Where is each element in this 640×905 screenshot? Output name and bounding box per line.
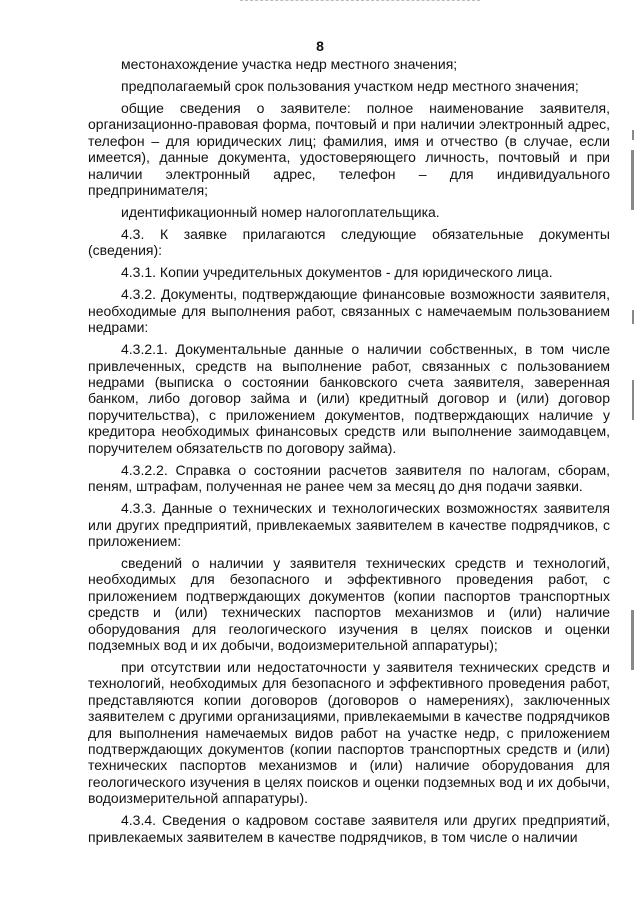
paragraph-term: предполагаемый срок пользования участком недр местного значения;	[121, 78, 579, 94]
page-number: 8	[316, 38, 324, 54]
scan-mark	[632, 380, 634, 420]
scan-top-edge	[240, 0, 480, 2]
paragraph-4-3-3: 4.3.3. Данные о технических и технологических возможностях заявителя или других предприятий, привлекаемых заявителем в качестве подрядчиков, с приложением:	[88, 500, 610, 549]
scan-mark	[632, 310, 634, 324]
paragraph-4-3-2: 4.3.2. Документы, подтверждающие финансовые возможности заявителя, необходимые для выполнения работ, связанных с намечаемым пользованием недрами:	[88, 286, 610, 336]
paragraph-applicant-info: общие сведения о заявителе: полное наименование заявителя, организационно-правовая форма, почтовый и при наличии электронный адрес, телефон – для юридических лиц; фамилия, имя и отчество (в случае, если имеется), данные документа, удостоверяющего личность, почтовый и при наличии электронный адрес, телефон – для индивидуального предпринимателя;	[88, 100, 610, 199]
paragraph-4-3-2-2: 4.3.2.2. Справка о состоянии расчетов заявителя по налогам, сборам, пеням, штрафам, полученная не ранее чем за месяц до дня подачи заявки.	[88, 461, 610, 495]
paragraph-taxpayer-id: идентификационный номер налогоплательщика.	[121, 204, 440, 221]
paragraph-4-3-2-1: 4.3.2.1. Документальные данные о наличии собственных, в том числе привлеченных, средств на выполнение работ, связанных с пользованием недрами (выписка о состоянии банковского счета заявителя, заверенная банком, либо договор займа и (или) кредитный договор и (или) договор поручительства), с приложением документов, подтверждающих наличие у кредитора необходимых финансовых средств или выполнение заимодавцем, поручителем обязательств по договору займа).	[88, 341, 610, 456]
scan-mark	[632, 130, 634, 140]
paragraph-technical-means: сведений о наличии у заявителя технических средств и технологий, необходимых для безопасного и эффективного проведения работ, с приложением подтверждающих документов (копии паспортов транспортных средств и (или) технических паспортов механизмов и (или) наличие оборудования для геологического изучения в целях поисков и оценки подземных вод и их добычи, водоизмерительной аппаратуры);	[88, 554, 610, 653]
scan-mark	[631, 610, 634, 670]
paragraph-4-3: 4.3. К заявке прилагаются следующие обязательные документы (сведения):	[88, 226, 610, 259]
paragraph-4-3-1: 4.3.1. Копии учредительных документов - для юридического лица.	[121, 264, 553, 281]
paragraph-contractors: при отсутствии или недостаточности у заявителя технических средств и технологий, необходимых для безопасного и эффективного проведения работ, представляются копии договоров (договоров о намерениях), заключенных заявителем с другими организациями, привлекаемыми в качестве подрядчиков для выполнения намечаемых видов работ на участке недр, с приложением подтверждающих документов (копии паспортов транспортных средств и (или) технических паспортов механизмов и (или) наличие оборудования для геологического изучения в целях поисков и оценки подземных вод и их добычи, водоизмерительной аппаратуры).	[88, 658, 610, 807]
paragraph-location: местонахождение участка недр местного значения;	[121, 56, 458, 72]
scan-mark	[631, 150, 634, 210]
scan-edge-marks	[624, 110, 634, 670]
document-body	[88, 56, 610, 851]
paragraph-4-3-4: 4.3.4. Сведения о кадровом составе заявителя или других предприятий, привлекаемых заявителем в качестве подрядчиков, в том числе о наличии	[88, 812, 610, 845]
